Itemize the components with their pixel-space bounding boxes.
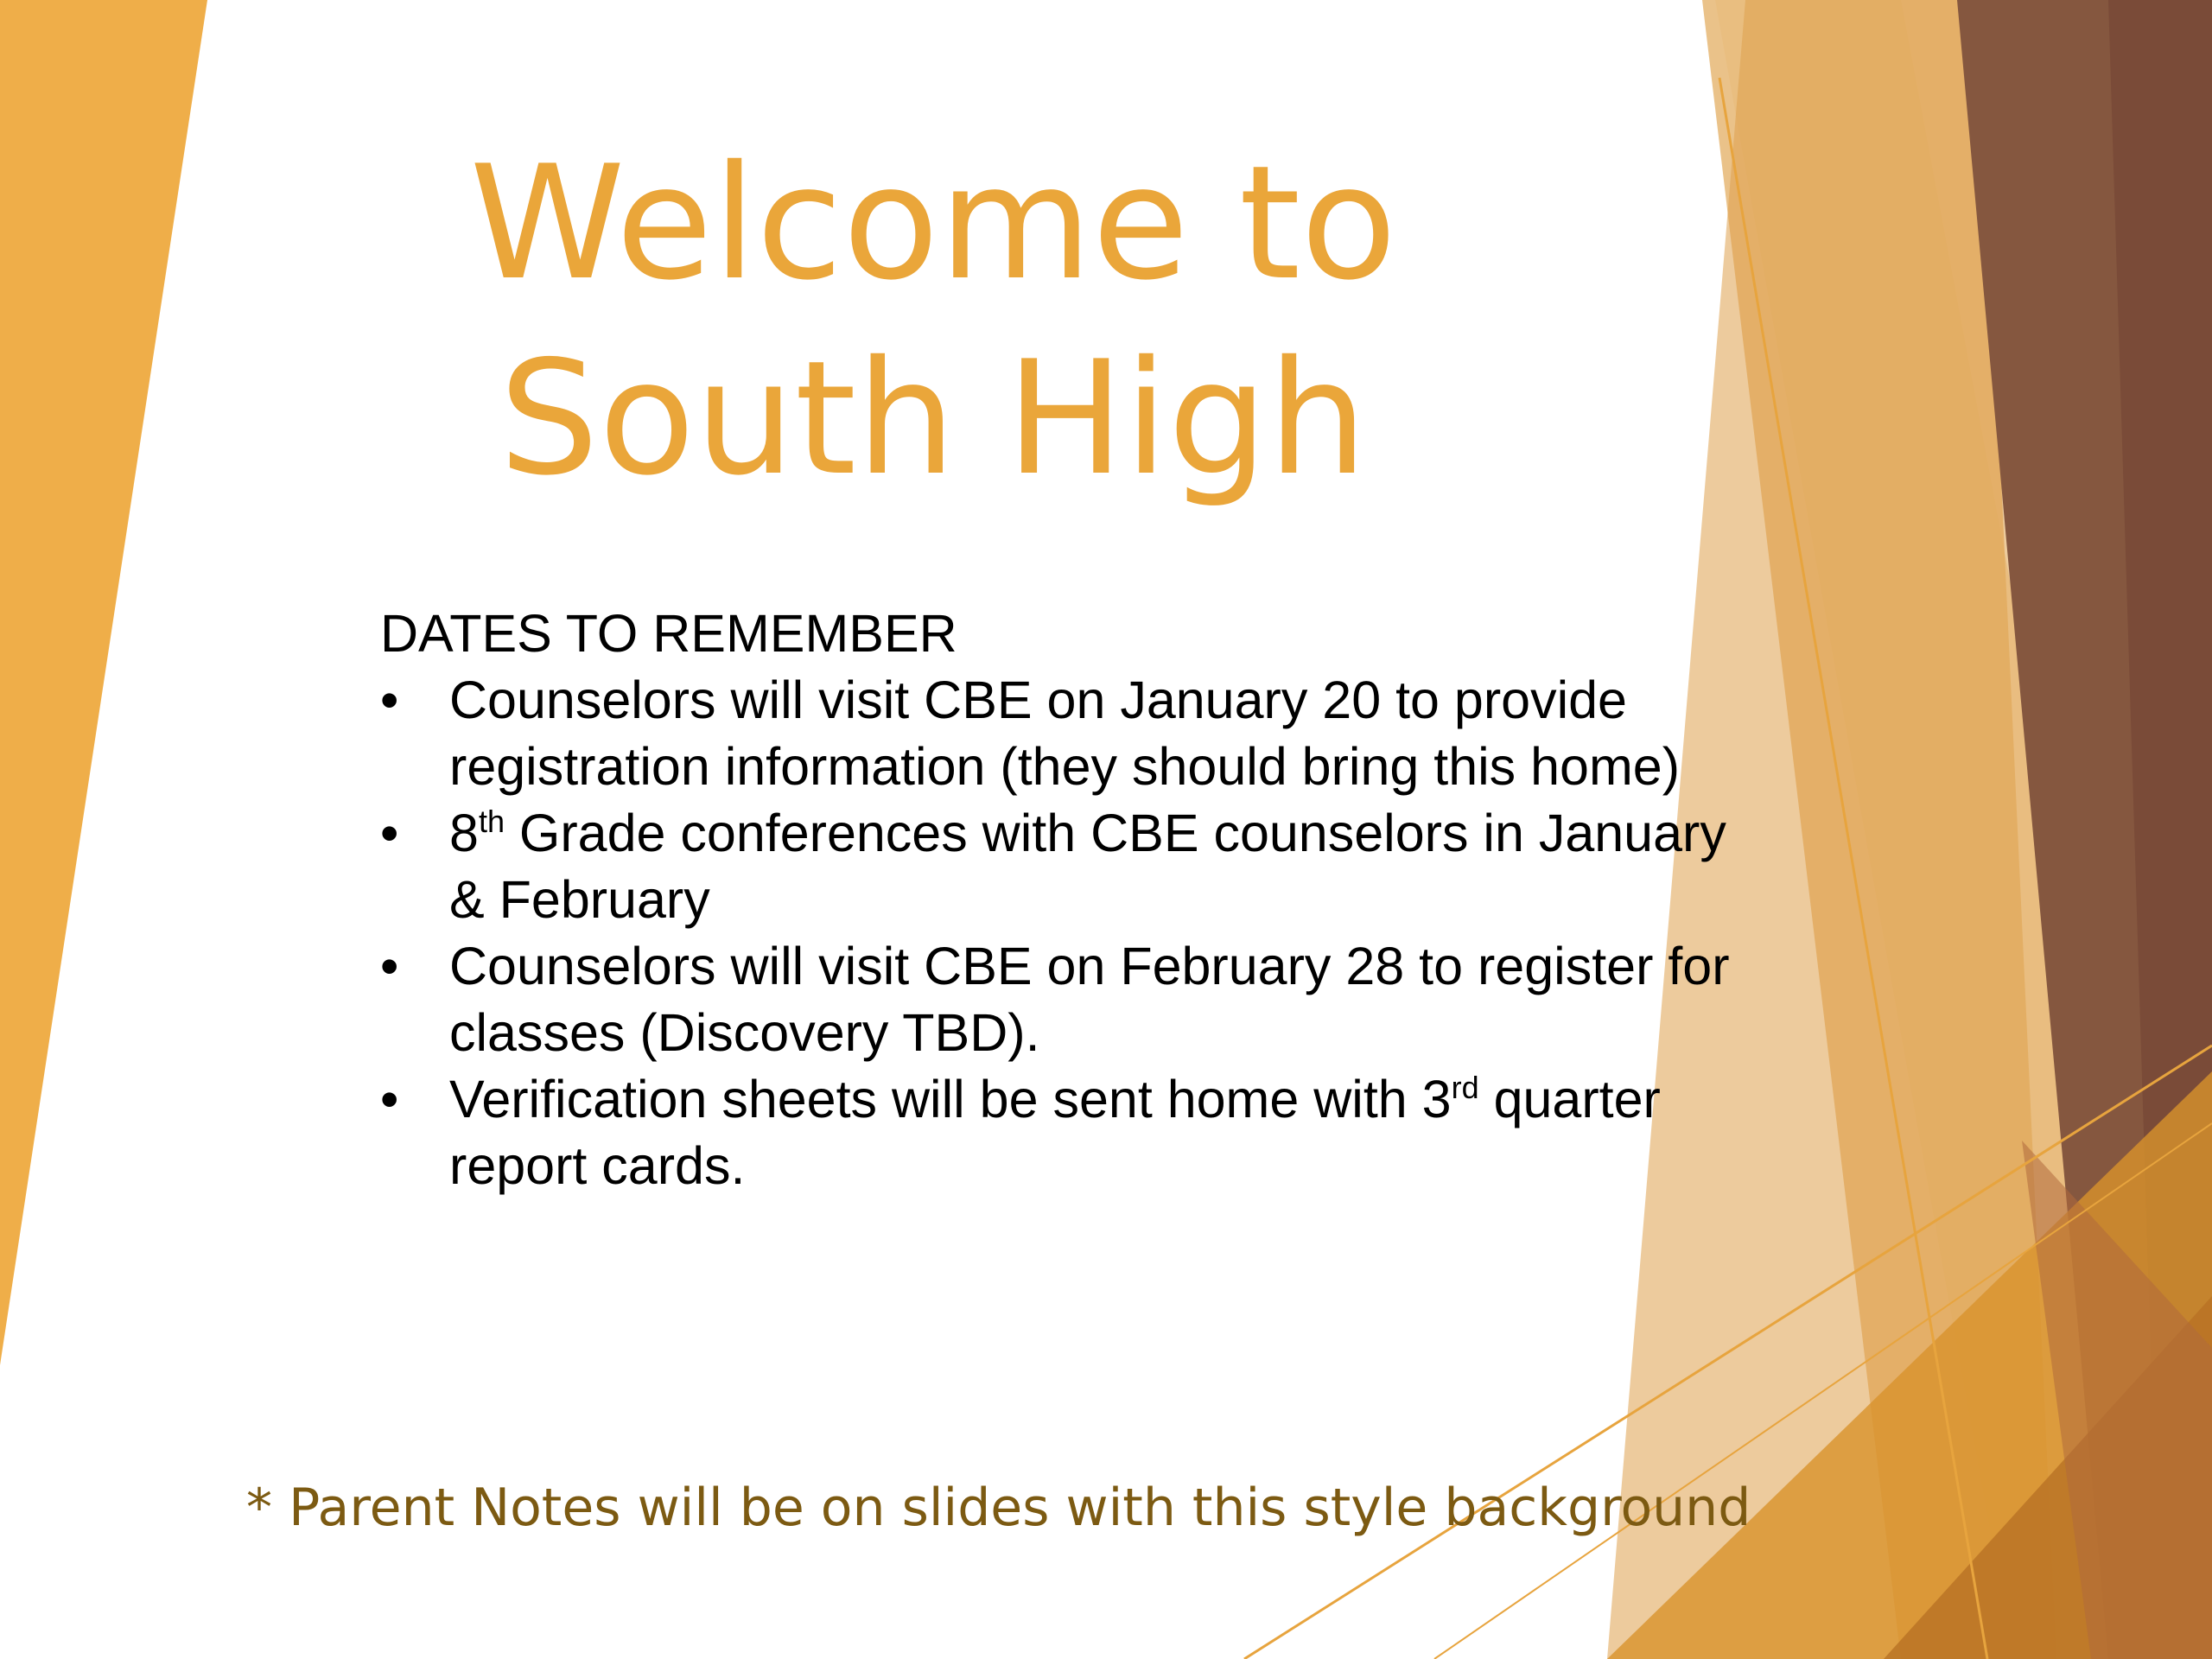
- bullet-text: [449, 804, 1726, 929]
- ordinal-suffix: rd: [1451, 1070, 1479, 1105]
- dates-list: [380, 667, 1745, 1199]
- dates-section: [380, 601, 1745, 1199]
- list-item: [380, 933, 1745, 1066]
- list-item: [380, 800, 1745, 933]
- bullet-icon: •: [380, 937, 399, 995]
- bullet-icon: •: [380, 804, 399, 862]
- bullet-text-start: 8: [449, 804, 479, 862]
- bullet-text: Counselors will visit CBE on February 28 to register for classes (Discovery TBD).: [449, 937, 1730, 1062]
- bullet-text-start: Verification sheets will be sent home with 3: [449, 1070, 1452, 1128]
- bullet-text-end: Grade conferences with CBE counselors in January & February: [449, 804, 1726, 929]
- section-heading: DATES TO REMEMBER: [380, 604, 957, 663]
- list-item: [380, 1066, 1745, 1199]
- title-line-1: Welcome to: [469, 131, 1397, 315]
- bullet-text-end: quarter report cards.: [449, 1070, 1661, 1195]
- ordinal-suffix: th: [478, 804, 505, 839]
- bullet-icon: •: [380, 1070, 399, 1128]
- parent-note: * Parent Notes will be on slides with this style background: [246, 1478, 1751, 1538]
- list-item: [380, 667, 1745, 800]
- bullet-text: Counselors will visit CBE on January 20 to provide registration information (they should bring this home): [449, 671, 1681, 796]
- title-line-2: South High: [499, 327, 1368, 510]
- bullet-icon: •: [380, 671, 399, 729]
- slide-title: [0, 125, 1866, 516]
- bullet-text: [449, 1070, 1661, 1195]
